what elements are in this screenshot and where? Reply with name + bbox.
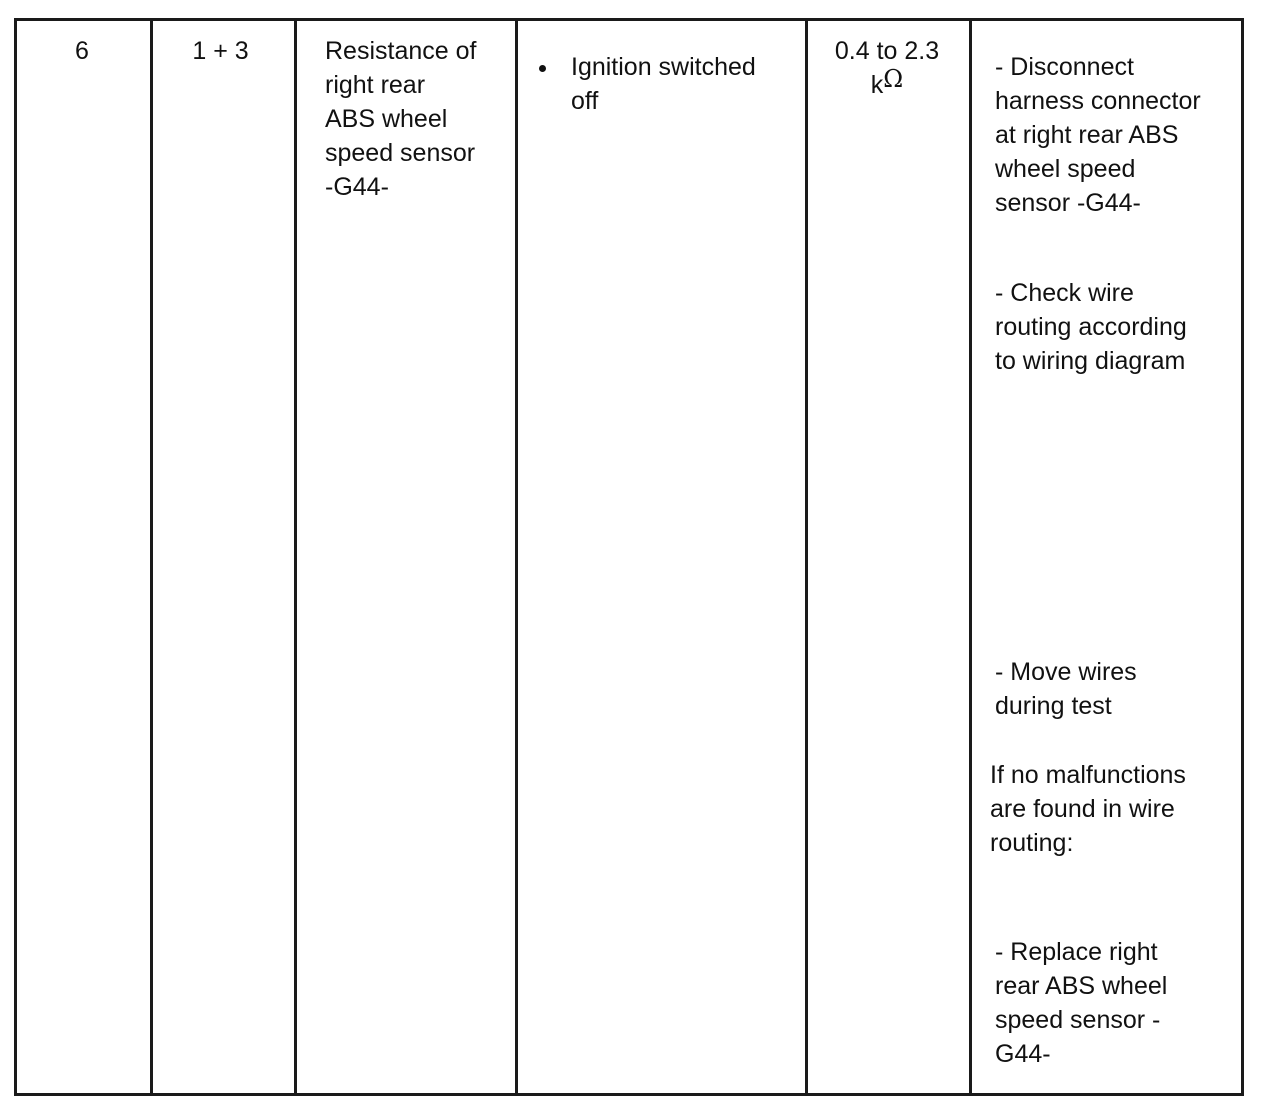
remedy-line: routing according	[995, 313, 1187, 341]
remedy-line: - Move wires	[995, 658, 1137, 686]
remedy-line: - Disconnect	[995, 53, 1134, 81]
specified-value-unit	[805, 65, 969, 102]
condition-line: off	[571, 87, 599, 115]
column-divider	[294, 21, 297, 1093]
remedy-line: at right rear ABS	[995, 121, 1179, 149]
description-line: -G44-	[325, 173, 389, 201]
condition-line: Ignition switched	[571, 53, 756, 81]
test-step-number: 6	[75, 37, 89, 65]
description-line: speed sensor	[325, 139, 476, 167]
remedy-line: harness connector	[995, 87, 1201, 115]
ohm-symbol: Ω	[883, 65, 904, 93]
description-line: Resistance of	[325, 37, 477, 65]
remedy-line: to wiring diagram	[995, 347, 1186, 375]
column-divider	[150, 21, 153, 1093]
description-line: ABS wheel	[325, 105, 448, 133]
test-step-cell	[17, 34, 147, 68]
bullet-icon	[539, 65, 546, 72]
remedy-line: - Replace right	[995, 938, 1158, 966]
remedy-note	[990, 758, 1186, 860]
pins-cell	[150, 34, 291, 68]
remedy-step-3	[995, 655, 1137, 723]
remedy-line: G44-	[995, 1040, 1051, 1068]
remedy-line: during test	[995, 692, 1112, 720]
remedy-line: speed sensor -	[995, 1006, 1161, 1034]
pins-value: 1 + 3	[192, 37, 249, 65]
specified-value-cell	[805, 34, 969, 102]
unit-prefix: k	[870, 71, 884, 99]
description-line: right rear	[325, 71, 426, 99]
remedy-line: sensor -G44-	[995, 189, 1141, 217]
remedy-line: rear ABS wheel	[995, 972, 1168, 1000]
test-description-cell	[325, 34, 476, 204]
remedy-step-1	[995, 50, 1201, 220]
specified-value-range: 0.4 to 2.3	[834, 37, 940, 65]
remedy-line: are found in wire	[990, 795, 1175, 823]
column-divider	[515, 21, 518, 1093]
remedy-line: wheel speed	[995, 155, 1136, 183]
remedy-line: - Check wire	[995, 279, 1134, 307]
remedy-step-2	[995, 276, 1187, 378]
remedy-line: routing:	[990, 829, 1074, 857]
remedy-line: If no malfunctions	[990, 761, 1186, 789]
column-divider	[805, 21, 808, 1093]
column-divider	[969, 21, 972, 1093]
remedy-step-4	[995, 935, 1167, 1071]
condition-cell	[571, 50, 756, 118]
